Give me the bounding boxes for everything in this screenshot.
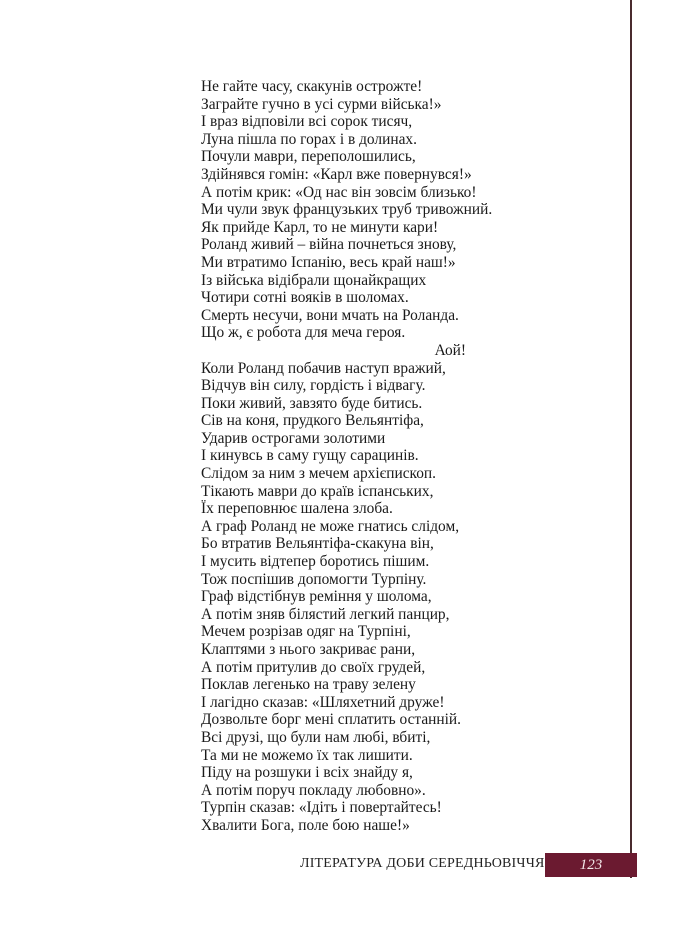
poem-line: А потім зняв білястий легкий панцир,: [201, 605, 450, 623]
poem-line: Відчув він силу, гордість і відвагу.: [201, 377, 426, 395]
poem-line: Як прийде Карл, то не минути кари!: [201, 218, 439, 236]
poem-line: Мечем розрізав одяг на Турпіні,: [201, 623, 411, 641]
poem-line: Бо втратив Вельянтіфа-скакуна він,: [201, 535, 434, 553]
poem-line: Хвалити Бога, поле бою наше!»: [201, 816, 410, 834]
poem-line: Смерть несучи, вони мчать на Роланда.: [201, 306, 459, 324]
poem-line: Не гайте часу, скакунів острожте!: [201, 78, 423, 95]
page-edge-rule: [630, 0, 632, 878]
poem-line: А потім притулив до своїх грудей,: [201, 658, 426, 676]
poem-line: А граф Роланд не може гнатись слідом,: [201, 517, 460, 535]
poem-line: Почули маври, переполошились,: [201, 148, 416, 166]
poem-line: Роланд живий – війна почнеться знову,: [201, 236, 457, 254]
poem-line: Луна пішла по горах і в долинах.: [201, 130, 417, 148]
poem-line: Поклав легенько на траву зелену: [201, 676, 416, 694]
poem-line: І кинувсь в саму гущу сарацинів.: [201, 447, 419, 465]
poem-line: І лагідно сказав: «Шляхетний друже!: [201, 693, 445, 711]
poem-line: Здійнявся гомін: «Карл вже повернувся!»: [201, 165, 472, 183]
poem-line: І мусить відтепер боротись пішим.: [201, 553, 430, 571]
poem-line: Тікають маври до країв іспанських,: [201, 482, 434, 500]
poem-line: Чотири сотні вояків в шоломах.: [201, 289, 409, 307]
poem-line: І враз відповіли всі сорок тисяч,: [201, 113, 413, 131]
poem-refrain: Аой!: [434, 341, 466, 359]
poem-line: А потім крик: «Од нас він зовсім близько!: [201, 183, 477, 201]
poem-line: Турпін сказав: «Ідіть і повертайтесь!: [201, 799, 442, 817]
poem-line: Ми втратимо Іспанію, весь край наш!»: [201, 253, 456, 271]
poem-line: Поки живий, завзято буде битись.: [201, 394, 423, 412]
poem-line: Сів на коня, прудкого Вельянтіфа,: [201, 412, 424, 430]
poem-line: Тож поспішив допомогти Турпіну.: [201, 570, 427, 588]
poem-line: Їх переповнює шалена злоба.: [201, 500, 393, 518]
poem-line: Граф відстібнув реміння у шолома,: [201, 588, 432, 606]
poem-line: А потім поруч покладу любовно».: [201, 781, 426, 799]
poem-line: Піду на розшуки і всіх знайду я,: [201, 764, 413, 782]
poem-line: Із війська відібрали щонайкращих: [201, 271, 427, 289]
poem-line: Та ми не можемо їх так лишити.: [201, 746, 413, 764]
poem-line: Ударив острогами золотими: [201, 429, 386, 447]
page-number: 123: [579, 857, 603, 873]
page-number-tab: [545, 853, 637, 877]
section-title: ЛІТЕРАТУРА ДОБИ СЕРЕДНЬОВІЧЧЯ: [300, 856, 545, 871]
poem-line: Заграйте гучно в усі сурми війська!»: [201, 95, 442, 113]
poem-text: [201, 78, 621, 835]
poem-line: Клаптями з нього закриває рани,: [201, 641, 416, 658]
page-footer: [300, 853, 637, 877]
poem-line: Всі друзі, що були нам любі, вбиті,: [201, 728, 431, 746]
poem-line: Коли Роланд побачив наступ вражий,: [201, 359, 446, 377]
poem-line: Ми чули звук французьких труб тривожний.: [201, 201, 493, 219]
poem-line: Дозвольте борг мені сплатить останній.: [201, 711, 461, 729]
poem-line: Що ж, є робота для меча героя.: [201, 324, 406, 342]
poem-line: Слідом за ним з мечем архієпископ.: [201, 465, 437, 483]
